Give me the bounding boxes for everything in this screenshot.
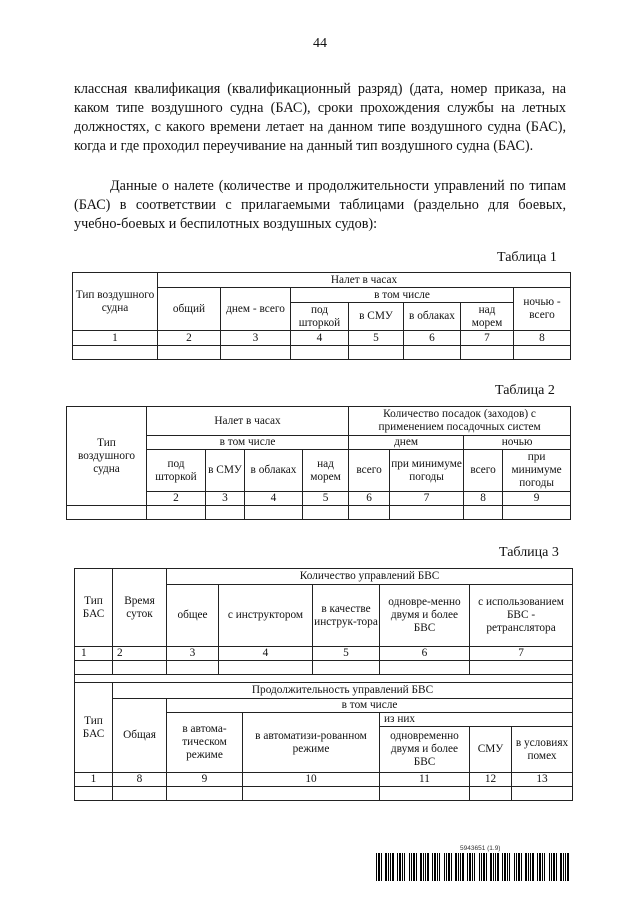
t3-num: 13 [512,773,573,787]
table-2 [66,406,571,520]
t3-header-type-2: Тип БАС [75,683,113,773]
t3-header-time: Время суток [113,569,167,647]
t2-num: 8 [464,492,503,506]
t2-header-clouds: в облаках [245,450,303,492]
t3-header-simultaneous-2: одновременно двумя и более БВС [380,727,470,773]
t1-num: 7 [461,331,514,346]
t3-num: 2 [113,647,167,661]
table-3 [74,568,573,801]
t1-num: 8 [514,331,571,346]
t1-header-night: ночью - всего [514,288,571,331]
t3-num: 10 [243,773,380,787]
t3-header-as-instructor: в качестве инструк-тора [313,585,380,647]
barcode-label: 5943651 (1.9) [460,845,501,852]
paragraph-qualification: классная квалификация (квалификационный разряд) (дата, номер приказа, на каком типе воздушного судна (БАС), сроки прохождения службы на летных должностях, с какого времени летает на данном типе воздушного судна (БАС), когда и где проходил переучивание на данный тип воздушного судна (БАС). [74,81,566,154]
t3-header-auto: в автома-тическом режиме [167,713,243,773]
t3-header-general: общее [167,585,219,647]
t2-header-night-all: всего [464,450,503,492]
t1-num: 4 [291,331,349,346]
t1-empty-row [73,346,571,360]
t2-header-day: днем [349,436,464,450]
t2-header-subgroup: в том числе [147,436,349,450]
t3-header-automated: в автоматизи-рованном режиме [243,713,380,773]
t2-header-sea: над морем [303,450,349,492]
t3-header-subgroup: в том числе [167,699,573,713]
t3-header-type: Тип БАС [75,569,113,647]
page-number: 44 [313,36,327,51]
t2-num: 4 [245,492,303,506]
t1-header-hood: под шторкой [291,303,349,331]
t3-nums-top-row [75,647,573,661]
t2-empty-row [67,506,571,520]
t3-header-of-them: из них [380,713,573,727]
t3-num: 3 [167,647,219,661]
t3-num: 5 [313,647,380,661]
paragraph-flight-data: Данные о налете (количестве и продолжительности управлений по типам (БАС) в соответствии с прилагаемыми таблицами (раздельно для боевых, учебно-боевых и беспилотных воздушных судов): [74,178,566,232]
t3-empty-row-bottom [75,787,573,801]
t3-header-relay: с использованием БВС - ретранслятора [470,585,573,647]
t1-num: 1 [73,331,158,346]
t3-num: 1 [75,773,113,787]
t2-header-hood: под шторкой [147,450,206,492]
t3-header-noise: в условиях помех [512,727,573,773]
t1-header-day: днем - всего [221,288,291,331]
t3-header-total: Общая [113,699,167,773]
t3-header-duration-group: Продолжительность управлений БВС [113,683,573,699]
t3-num: 8 [113,773,167,787]
t2-header-day-all: всего [349,450,390,492]
table2-caption: Таблица 2 [495,383,555,398]
t1-header-type: Тип воздушного судна [73,273,158,331]
t2-num: 3 [206,492,245,506]
t3-num: 4 [219,647,313,661]
t1-header-subgroup: в том числе [291,288,514,303]
t1-num: 5 [349,331,404,346]
t2-header-day-min: при минимуме погоды [390,450,464,492]
t3-num: 6 [380,647,470,661]
t3-header-with-instructor: с инструктором [219,585,313,647]
t3-num: 9 [167,773,243,787]
t2-header-night: ночью [464,436,571,450]
t3-num: 11 [380,773,470,787]
t3-num: 1 [75,647,113,661]
t2-num: 9 [503,492,571,506]
t3-spacer-row [75,675,573,683]
t3-header-smu: СМУ [470,727,512,773]
barcode-image [376,853,572,881]
t1-num: 2 [158,331,221,346]
t2-num: 5 [303,492,349,506]
t1-header-sea: над морем [461,303,514,331]
t2-header-group2: Количество посадок (заходов) с применением посадочных систем [349,407,571,436]
t2-num: 2 [147,492,206,506]
t3-header-count-group: Количество управлений БВС [167,569,573,585]
t2-header-smu: в СМУ [206,450,245,492]
t2-header-type: Тип воздушного судна [67,407,147,506]
t3-empty-row-top [75,661,573,675]
t2-header-group1: Налет в часах [147,407,349,436]
t1-num: 3 [221,331,291,346]
t3-num: 7 [470,647,573,661]
t1-header-clouds: в облаках [404,303,461,331]
t1-header-smu: в СМУ [349,303,404,331]
table1-caption: Таблица 1 [497,250,557,265]
table3-caption: Таблица 3 [499,545,559,560]
t3-num: 12 [470,773,512,787]
t2-num: 7 [390,492,464,506]
t3-header-simultaneous: одновре-менно двумя и более БВС [380,585,470,647]
t2-num: 6 [349,492,390,506]
t1-num: 6 [404,331,461,346]
t1-header-group: Налет в часах [158,273,571,288]
table-1 [72,272,571,360]
t2-header-night-min: при минимуме погоды [503,450,571,492]
t1-header-total: общий [158,288,221,331]
t3-nums-bottom-row [75,773,573,787]
